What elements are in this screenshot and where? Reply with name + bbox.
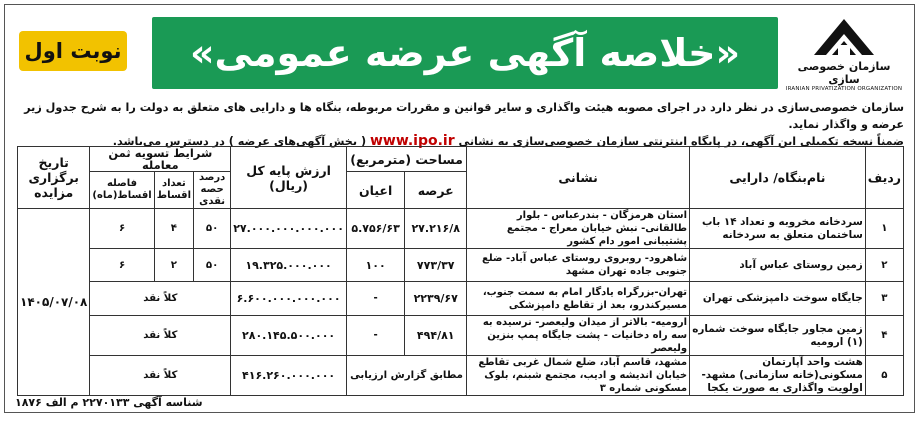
row-name: زمین مجاور جایگاه سوخت شماره (۱) ارومیه bbox=[690, 316, 866, 356]
row-address: استان هرمزگان - بندرعباس - بلوار طالقانی- نبش خیابان معراج - مجتمع پشتیبانی امور دام کشور bbox=[467, 209, 690, 249]
row-land: ۷۷۳/۳۷ bbox=[405, 249, 467, 282]
intro-line-2-pre: ضمناً نسخه تکمیلی این آگهی، در پایگاه اینترنتی سازمان خصوصی‌سازی به نشانی bbox=[454, 135, 904, 148]
intro-text bbox=[13, 99, 904, 150]
intro-line-2-post: ( بخش آگهی‌های عرضه ) در دسترس می‌باشد. bbox=[112, 135, 370, 148]
notice-page bbox=[4, 4, 915, 413]
header-address: نشانی bbox=[467, 147, 690, 209]
row-no: ۲ bbox=[865, 249, 903, 282]
row-address: تهران-بزرگراه یادگار امام به سمت جنوب، مسیرکندرو، بعد از تقاطع دامپزشکی bbox=[467, 282, 690, 316]
row-terms: کلاً نقد bbox=[90, 356, 231, 396]
row-price: ۶.۶۰۰.۰۰۰.۰۰۰.۰۰۰ bbox=[231, 282, 347, 316]
header-install-count: تعداد اقساط bbox=[154, 172, 193, 209]
header-price: ارزش پایه کل (ریال) bbox=[231, 147, 347, 209]
row-building: - bbox=[346, 282, 404, 316]
row-terms: کلاً نقد bbox=[90, 316, 231, 356]
row-address: شاهرود- روبروی روستای عباس آباد- ضلع جنوبی جاده تهران مشهد bbox=[467, 249, 690, 282]
row-price: ۴۱۶.۲۶۰.۰۰۰.۰۰۰ bbox=[231, 356, 347, 396]
row-price: ۱۹.۳۲۵.۰۰۰.۰۰۰ bbox=[231, 249, 347, 282]
row-address: ارومیه- بالاتر از میدان ولیعصر- نرسیده به سه راه دخانیات - پشت جایگاه پمپ بنزین ولیعصر bbox=[467, 316, 690, 356]
intro-org: سازمان خصوصی‌سازی bbox=[777, 101, 904, 114]
auction-date: ۱۴۰۵/۰۷/۰۸ bbox=[18, 209, 90, 396]
notice-id: شناسه آگهی ۲۲۷۰۱۳۳ م الف ۱۸۷۶ bbox=[15, 396, 203, 409]
table-row bbox=[18, 356, 904, 396]
page-title: «خلاصه آگهی عرضه عمومی» bbox=[189, 31, 741, 75]
edition-badge-label: نوبت اول bbox=[24, 39, 122, 63]
offer-table bbox=[17, 146, 904, 396]
table-row bbox=[18, 249, 904, 282]
row-terms: کلاً نقد bbox=[90, 282, 231, 316]
row-name: سردخانه مخروبه و تعداد ۱۴ باب ساختمان متعلق به سردخانه bbox=[690, 209, 866, 249]
row-no: ۴ bbox=[865, 316, 903, 356]
title-banner bbox=[152, 17, 778, 89]
logo-name-en: IRANIAN PRIVATIZATION ORGANIZATION bbox=[785, 86, 903, 92]
row-area-text: مطابق گزارش ارزیابی bbox=[346, 356, 466, 396]
header-install-gap: فاصله اقساط(ماه) bbox=[90, 172, 154, 209]
header-payment: شرایط تسویه ثمن معامله bbox=[90, 147, 231, 172]
row-gap: ۶ bbox=[90, 249, 154, 282]
table-row bbox=[18, 209, 904, 249]
header bbox=[9, 9, 910, 97]
table-row bbox=[18, 316, 904, 356]
row-building: ۵.۷۵۶/۶۳ bbox=[346, 209, 404, 249]
row-gap: ۶ bbox=[90, 209, 154, 249]
row-building: ۱۰۰ bbox=[346, 249, 404, 282]
intro-line-1-rest: در نظر دارد در اجرای مصوبه هیئت واگذاری و سایر قوانین و مقررات مربوطه، بنگاه ها و دارایی های متعلق به دولت را به شرح جدول زیر عرضه و واگذار نماید. bbox=[24, 101, 904, 131]
row-price: ۲۸۰.۱۴۵.۵۰۰.۰۰۰ bbox=[231, 316, 347, 356]
organization-logo-icon bbox=[806, 15, 882, 59]
header-building: اعیان bbox=[346, 172, 404, 209]
row-cash: ۵۰ bbox=[194, 249, 231, 282]
header-area: مساحت (مترمربع) bbox=[346, 147, 466, 172]
header-cash-pct: درصد حصه نقدی bbox=[194, 172, 231, 209]
row-name: زمین روستای عباس آباد bbox=[690, 249, 866, 282]
row-address: مشهد، قاسم آباد، ضلع شمال غربی تقاطع خیابان اندیشه و ادیب، مجتمع شبنم، بلوک مسکونی شماره ۳ bbox=[467, 356, 690, 396]
row-land: ۴۹۴/۸۱ bbox=[405, 316, 467, 356]
row-land: ۲۷.۲۱۶/۸ bbox=[405, 209, 467, 249]
row-price: ۲۷.۰۰۰.۰۰۰.۰۰۰.۰۰۰ bbox=[231, 209, 347, 249]
row-name: جایگاه سوخت دامپزشکی تهران bbox=[690, 282, 866, 316]
row-no: ۱ bbox=[865, 209, 903, 249]
row-name: هشت واحد آپارتمان مسکونی(خانه سازمانی) مشهد- اولویت واگذاری به صورت یکجا bbox=[690, 356, 866, 396]
row-count: ۲ bbox=[154, 249, 193, 282]
organization-logo bbox=[784, 15, 904, 95]
row-building: - bbox=[346, 316, 404, 356]
table-header-row bbox=[18, 147, 904, 172]
header-date: تاریخ برگزاری مزایده bbox=[18, 147, 90, 209]
edition-badge bbox=[19, 31, 127, 71]
row-land: ۲۲۳۹/۶۷ bbox=[405, 282, 467, 316]
row-no: ۳ bbox=[865, 282, 903, 316]
row-count: ۴ bbox=[154, 209, 193, 249]
logo-name-fa: سازمان خصوصی سازی bbox=[797, 60, 891, 86]
row-cash: ۵۰ bbox=[194, 209, 231, 249]
header-name: نام‌بنگاه/ دارایی bbox=[690, 147, 866, 209]
website-link[interactable]: www.ipo.ir bbox=[369, 133, 455, 149]
header-land: عرصه bbox=[405, 172, 467, 209]
intro-line-1 bbox=[13, 99, 904, 133]
header-row-no: ردیف bbox=[865, 147, 903, 209]
table-row bbox=[18, 282, 904, 316]
row-no: ۵ bbox=[865, 356, 903, 396]
